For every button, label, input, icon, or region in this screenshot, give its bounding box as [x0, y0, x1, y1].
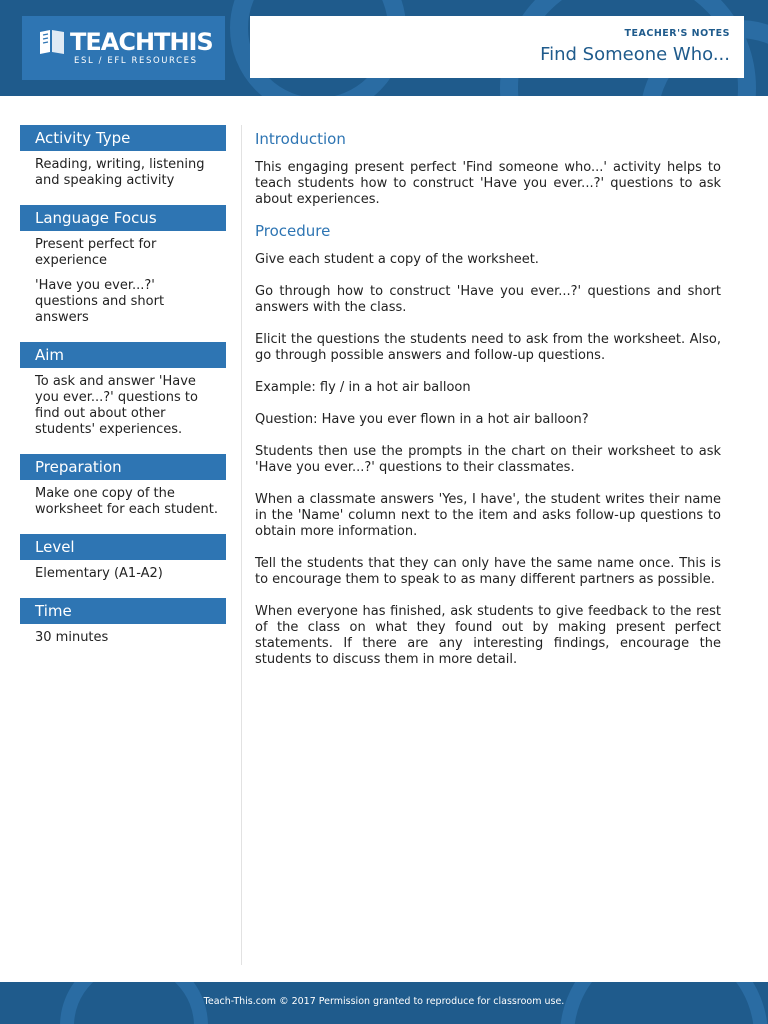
logo-subtitle: ESL / EFL RESOURCES — [74, 56, 198, 66]
sidebar-text: Elementary (A1-A2) — [35, 566, 163, 581]
procedure-step: Question: Have you ever flown in a hot air balloon? — [255, 412, 589, 427]
main-content — [255, 128, 721, 684]
introduction-text: This engaging present perfect 'Find someone who...' activity helps to teach students how to construct 'Have you ever...?' questions to ask about experiences. — [255, 160, 721, 207]
sidebar-section-level — [20, 534, 226, 582]
sidebar-section-preparation — [20, 454, 226, 518]
logo-text: TEACHTHIS — [70, 28, 213, 56]
sidebar-heading: Aim — [20, 342, 226, 368]
procedure-step: Tell the students that they can only have the same name once. This is to encourage them to speak to as many different partners as possible. — [255, 556, 721, 587]
sidebar-text: To ask and answer 'Have you ever...?' questions to find out about other students' experiences. — [35, 374, 198, 437]
procedure-step: Give each student a copy of the worksheet. — [255, 252, 539, 267]
sidebar-section-time — [20, 598, 226, 646]
sidebar-text: Reading, writing, listening and speaking activity — [35, 157, 205, 188]
sidebar — [20, 125, 226, 662]
sidebar-heading: Level — [20, 534, 226, 560]
column-divider — [241, 125, 242, 965]
sidebar-heading: Language Focus — [20, 205, 226, 231]
sidebar-section-aim — [20, 342, 226, 438]
sidebar-text: 30 minutes — [35, 630, 109, 645]
page-footer — [0, 982, 768, 1024]
sidebar-section-language-focus — [20, 205, 226, 326]
page-title: Find Someone Who... — [540, 44, 730, 65]
title-box — [250, 16, 744, 78]
sidebar-heading: Preparation — [20, 454, 226, 480]
procedure-step: When everyone has finished, ask students to give feedback to the rest of the class on what they found out by making present perfect statements. If there are any interesting findings, encourage the students to discuss them in more detail. — [255, 604, 721, 667]
procedure-step: Go through how to construct 'Have you ever...?' questions and short answers with the class. — [255, 284, 721, 315]
procedure-step: Example: fly / in a hot air balloon — [255, 380, 471, 395]
procedure-heading: Procedure — [255, 222, 331, 240]
procedure-step: Elicit the questions the students need to ask from the worksheet. Also, go through possible answers and follow-up questions. — [255, 332, 721, 363]
notes-label: TEACHER'S NOTES — [624, 28, 730, 39]
sidebar-section-activity-type — [20, 125, 226, 189]
logo — [22, 16, 225, 80]
footer-copyright: Teach-This.com © 2017 Permission granted to reproduce for classroom use. — [203, 996, 565, 1007]
introduction-heading: Introduction — [255, 130, 346, 148]
sidebar-text: Make one copy of the worksheet for each student. — [35, 486, 219, 517]
sidebar-heading: Time — [20, 598, 226, 624]
sidebar-text: Present perfect for experience — [35, 237, 157, 268]
procedure-step: When a classmate answers 'Yes, I have', the student writes their name in the 'Name' column next to the item and asks follow-up questions to obtain more information. — [255, 492, 721, 539]
book-icon — [36, 26, 68, 58]
sidebar-heading: Activity Type — [20, 125, 226, 151]
page-header — [0, 0, 768, 96]
sidebar-text: 'Have you ever...?' questions and short answers — [35, 278, 165, 325]
procedure-step: Students then use the prompts in the chart on their worksheet to ask 'Have you ever...?' questions to their classmates. — [255, 444, 721, 475]
